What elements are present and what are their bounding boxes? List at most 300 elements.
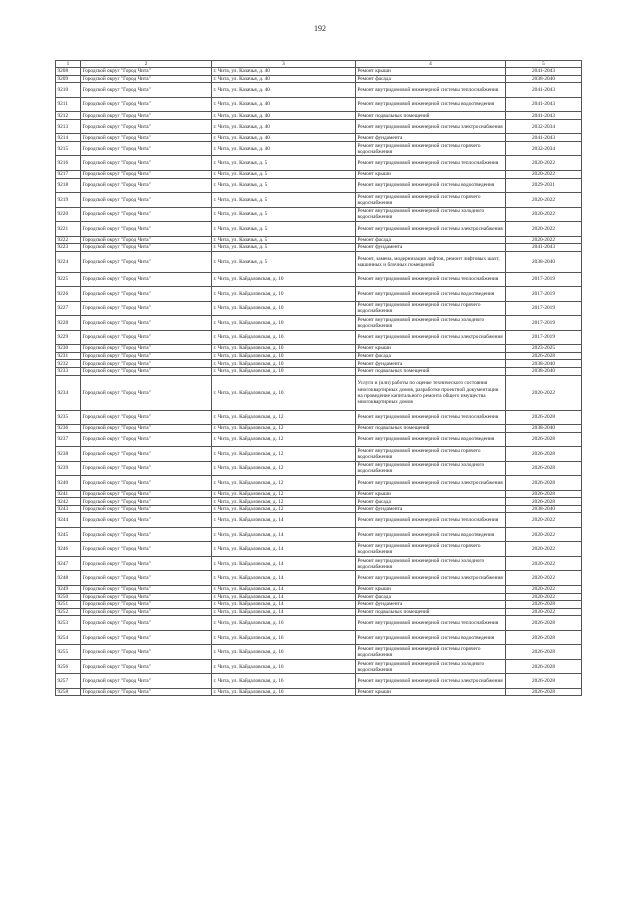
- address: г. Чита, ул. Казачья, д. 40: [212, 119, 356, 134]
- row-number: 9239: [56, 461, 81, 476]
- work-type: Ремонт фасада: [356, 75, 506, 83]
- address: г. Чита, ул. Казачья, д. 40: [212, 75, 356, 83]
- address: г. Чита, ул. Кайдаловская, д. 10: [212, 368, 356, 376]
- row-number: 9212: [56, 112, 81, 120]
- table-row: [56, 244, 582, 252]
- column-number: 5: [506, 61, 582, 68]
- work-type: Ремонт фундамента: [356, 505, 506, 513]
- row-number: 9235: [56, 410, 81, 425]
- repair-period: 2017-2019: [506, 287, 582, 302]
- table-row: [56, 330, 582, 345]
- work-type: Ремонт внутридомовой инженерной системы электроснабжения: [356, 330, 506, 345]
- work-type: Ремонт внутридомовой инженерной системы холодного водоснабжения: [356, 316, 506, 331]
- address: г. Чита, ул. Казачья, д. 5: [212, 207, 356, 222]
- table-row: [56, 119, 582, 134]
- district-name: Городской округ "Город Чита": [81, 119, 212, 134]
- row-number: 9256: [56, 659, 81, 674]
- work-type: Ремонт крыши: [356, 68, 506, 76]
- district-name: Городской округ "Город Чита": [81, 170, 212, 178]
- work-type: Услуги и (или) работы по оценке технического состояния многоквартирных домов, разработке проектной документации на проведение капитального ремонта общего имущества многоквартирных домов: [356, 375, 506, 410]
- repair-period: 2017-2019: [506, 330, 582, 345]
- address: г. Чита, ул. Кайдаловская, д. 14: [212, 542, 356, 557]
- district-name: Городской округ "Город Чита": [81, 156, 212, 171]
- district-name: Городской округ "Город Чита": [81, 141, 212, 156]
- row-number: 9236: [56, 425, 81, 433]
- address: г. Чита, ул. Кайдаловская, д. 12: [212, 410, 356, 425]
- district-name: Городской округ "Город Чита": [81, 287, 212, 302]
- work-type: Ремонт внутридомовой инженерной системы теплоснабжения: [356, 410, 506, 425]
- work-type: Ремонт внутридомовой инженерной системы холодного водоснабжения: [356, 659, 506, 674]
- row-number: 9257: [56, 674, 81, 689]
- work-type: Ремонт, замена, модернизация лифтов, ремонт лифтовых шахт, машинных и блочных помещений: [356, 251, 506, 272]
- address: г. Чита, ул. Кайдаловская, д. 14: [212, 608, 356, 616]
- table-row: [56, 513, 582, 528]
- address: г. Чита, ул. Кайдаловская, д. 10: [212, 360, 356, 368]
- work-type: Ремонт фундамента: [356, 244, 506, 252]
- table-row: [56, 156, 582, 171]
- district-name: Городской округ "Город Чита": [81, 490, 212, 498]
- address: г. Чита, ул. Казачья, д. 5: [212, 156, 356, 171]
- work-type: Ремонт фасада: [356, 498, 506, 506]
- row-number: 9229: [56, 330, 81, 345]
- repair-period: 2020-2022: [506, 527, 582, 542]
- table-row: [56, 659, 582, 674]
- repair-schedule-table: [55, 60, 582, 696]
- address: г. Чита, ул. Казачья, д. 5: [212, 170, 356, 178]
- row-number: 9232: [56, 360, 81, 368]
- table-row: [56, 601, 582, 609]
- district-name: Городской округ "Город Чита": [81, 352, 212, 360]
- work-type: Ремонт внутридомовой инженерной системы теплоснабжения: [356, 616, 506, 631]
- work-type: Ремонт фасада: [356, 236, 506, 244]
- address: г. Чита, ул. Кайдаловская, д. 14: [212, 513, 356, 528]
- row-number: 9250: [56, 593, 81, 601]
- address: г. Чита, ул. Кайдаловская, д. 16: [212, 645, 356, 660]
- address: г. Чита, ул. Казачья, д. 40: [212, 83, 356, 98]
- page-number: 192: [314, 24, 326, 33]
- work-type: Ремонт фасада: [356, 593, 506, 601]
- table-header: [56, 61, 582, 68]
- district-name: Городской округ "Город Чита": [81, 585, 212, 593]
- district-name: Городской округ "Город Чита": [81, 601, 212, 609]
- district-name: Городской округ "Город Чита": [81, 316, 212, 331]
- district-name: Городской округ "Город Чита": [81, 659, 212, 674]
- table-row: [56, 141, 582, 156]
- address: г. Чита, ул. Кайдаловская, д. 16: [212, 688, 356, 696]
- work-type: Ремонт внутридомовой инженерной системы горячего водоснабжения: [356, 193, 506, 208]
- row-number: 9241: [56, 490, 81, 498]
- district-name: Городской округ "Город Чита": [81, 505, 212, 513]
- repair-period: 2026-2028: [506, 601, 582, 609]
- address: г. Чита, ул. Кайдаловская, д. 16: [212, 674, 356, 689]
- work-type: Ремонт внутридомовой инженерной системы теплоснабжения: [356, 513, 506, 528]
- address: г. Чита, ул. Кайдаловская, д. 12: [212, 498, 356, 506]
- table-row: [56, 461, 582, 476]
- repair-period: 2020-2022: [506, 193, 582, 208]
- row-number: 9222: [56, 236, 81, 244]
- district-name: Городской округ "Город Чита": [81, 527, 212, 542]
- row-number: 9213: [56, 119, 81, 134]
- table-row: [56, 527, 582, 542]
- table-row: [56, 170, 582, 178]
- district-name: Городской округ "Город Чита": [81, 236, 212, 244]
- row-number: 9244: [56, 513, 81, 528]
- row-number: 9251: [56, 601, 81, 609]
- row-number: 9254: [56, 630, 81, 645]
- repair-period: 2038-2040: [506, 368, 582, 376]
- row-number: 9217: [56, 170, 81, 178]
- column-number: 1: [56, 61, 81, 68]
- repair-period: 2026-2028: [506, 461, 582, 476]
- address: г. Чита, ул. Кайдаловская, д. 10: [212, 272, 356, 287]
- repair-period: 2026-2028: [506, 645, 582, 660]
- work-type: Ремонт внутридомовой инженерной системы водоотведения: [356, 432, 506, 447]
- row-number: 9214: [56, 134, 81, 142]
- district-name: Городской округ "Город Чита": [81, 571, 212, 586]
- repair-period: 2020-2022: [506, 585, 582, 593]
- row-number: 9238: [56, 447, 81, 462]
- address: г. Чита, ул. Казачья, д. 40: [212, 97, 356, 112]
- table-row: [56, 585, 582, 593]
- row-number: 9237: [56, 432, 81, 447]
- repair-period: 2032-2034: [506, 119, 582, 134]
- district-name: Городской округ "Город Чита": [81, 112, 212, 120]
- address: г. Чита, ул. Кайдаловская, д. 10: [212, 345, 356, 353]
- work-type: Ремонт крыши: [356, 170, 506, 178]
- repair-period: 2038-2040: [506, 360, 582, 368]
- district-name: Городской округ "Город Чита": [81, 193, 212, 208]
- column-numbers-row: [56, 61, 582, 68]
- row-number: 9220: [56, 207, 81, 222]
- district-name: Городской округ "Город Чита": [81, 244, 212, 252]
- repair-period: 2026-2028: [506, 674, 582, 689]
- district-name: Городской округ "Город Чита": [81, 68, 212, 76]
- table-row: [56, 447, 582, 462]
- address: г. Чита, ул. Кайдаловская, д. 10: [212, 287, 356, 302]
- address: г. Чита, ул. Казачья, д. 5: [212, 251, 356, 272]
- row-number: 9230: [56, 345, 81, 353]
- row-number: 9253: [56, 616, 81, 631]
- repair-period: 2041-2043: [506, 68, 582, 76]
- work-type: Ремонт внутридомовой инженерной системы электроснабжения: [356, 571, 506, 586]
- table-row: [56, 316, 582, 331]
- repair-period: 2038-2040: [506, 75, 582, 83]
- table-body: [56, 68, 582, 696]
- district-name: Городской округ "Город Чита": [81, 476, 212, 491]
- row-number: 9216: [56, 156, 81, 171]
- address: г. Чита, ул. Кайдаловская, д. 14: [212, 571, 356, 586]
- repair-period: 2041-2043: [506, 97, 582, 112]
- address: г. Чита, ул. Кайдаловская, д. 10: [212, 352, 356, 360]
- address: г. Чита, ул. Кайдаловская, д. 12: [212, 461, 356, 476]
- repair-period: 2026-2028: [506, 476, 582, 491]
- row-number: 9247: [56, 556, 81, 571]
- row-number: 9211: [56, 97, 81, 112]
- district-name: Городской округ "Город Чита": [81, 688, 212, 696]
- work-type: Ремонт внутридомовой инженерной системы электроснабжения: [356, 222, 506, 237]
- table-row: [56, 645, 582, 660]
- repair-period: 2041-2043: [506, 112, 582, 120]
- row-number: 9228: [56, 316, 81, 331]
- row-number: 9242: [56, 498, 81, 506]
- repair-period: 2026-2028: [506, 410, 582, 425]
- address: г. Чита, ул. Казачья, д. 5: [212, 178, 356, 193]
- row-number: 9223: [56, 244, 81, 252]
- repair-period: 2017-2019: [506, 316, 582, 331]
- table-row: [56, 75, 582, 83]
- repair-period: 2020-2022: [506, 375, 582, 410]
- row-number: 9219: [56, 193, 81, 208]
- address: г. Чита, ул. Кайдаловская, д. 10: [212, 316, 356, 331]
- repair-period: 2026-2028: [506, 432, 582, 447]
- work-type: Ремонт подвальных помещений: [356, 608, 506, 616]
- address: г. Чита, ул. Казачья, д. 40: [212, 141, 356, 156]
- repair-period: 2020-2022: [506, 236, 582, 244]
- address: г. Чита, ул. Кайдаловская, д. 14: [212, 585, 356, 593]
- work-type: Ремонт крыши: [356, 490, 506, 498]
- repair-period: 2032-2034: [506, 141, 582, 156]
- work-type: Ремонт внутридомовой инженерной системы теплоснабжения: [356, 156, 506, 171]
- repair-period: 2020-2022: [506, 513, 582, 528]
- row-number: 9255: [56, 645, 81, 660]
- district-name: Городской округ "Город Чита": [81, 178, 212, 193]
- work-type: Ремонт крыши: [356, 688, 506, 696]
- district-name: Городской округ "Город Чита": [81, 83, 212, 98]
- work-type: Ремонт внутридомовой инженерной системы водоотведения: [356, 527, 506, 542]
- table-row: [56, 97, 582, 112]
- row-number: 9209: [56, 75, 81, 83]
- table-row: [56, 375, 582, 410]
- row-number: 9258: [56, 688, 81, 696]
- repair-period: 2017-2019: [506, 272, 582, 287]
- table-row: [56, 688, 582, 696]
- table-row: [56, 368, 582, 376]
- repair-period: 2020-2022: [506, 156, 582, 171]
- table-row: [56, 352, 582, 360]
- table-row: [56, 505, 582, 513]
- work-type: Ремонт подвальных помещений: [356, 425, 506, 433]
- district-name: Городской округ "Город Чита": [81, 425, 212, 433]
- work-type: Ремонт фундамента: [356, 134, 506, 142]
- repair-period: 2023-2025: [506, 345, 582, 353]
- table-row: [56, 236, 582, 244]
- district-name: Городской округ "Город Чита": [81, 97, 212, 112]
- table-row: [56, 287, 582, 302]
- address: г. Чита, ул. Кайдаловская, д. 12: [212, 505, 356, 513]
- work-type: Ремонт внутридомовой инженерной системы водоотведения: [356, 97, 506, 112]
- address: г. Чита, ул. Казачья, д. 5: [212, 222, 356, 237]
- table-row: [56, 360, 582, 368]
- work-type: Ремонт внутридомовой инженерной системы холодного водоснабжения: [356, 556, 506, 571]
- row-number: 9248: [56, 571, 81, 586]
- repair-period: 2020-2022: [506, 542, 582, 557]
- repair-period: 2026-2028: [506, 616, 582, 631]
- address: г. Чита, ул. Кайдаловская, д. 12: [212, 425, 356, 433]
- address: г. Чита, ул. Казачья, д. 40: [212, 134, 356, 142]
- work-type: Ремонт внутридомовой инженерной системы электроснабжения: [356, 119, 506, 134]
- work-type: Ремонт фундамента: [356, 601, 506, 609]
- district-name: Городской округ "Город Чита": [81, 134, 212, 142]
- district-name: Городской округ "Город Чита": [81, 630, 212, 645]
- repair-period: 2041-2043: [506, 83, 582, 98]
- row-number: 9215: [56, 141, 81, 156]
- table-row: [56, 608, 582, 616]
- repair-period: 2020-2022: [506, 556, 582, 571]
- table-row: [56, 112, 582, 120]
- repair-period: 2026-2028: [506, 490, 582, 498]
- district-name: Городской округ "Город Чита": [81, 608, 212, 616]
- address: г. Чита, ул. Кайдаловская, д. 10: [212, 301, 356, 316]
- address: г. Чита, ул. Кайдаловская, д. 12: [212, 447, 356, 462]
- row-number: 9210: [56, 83, 81, 98]
- work-type: Ремонт фундамента: [356, 360, 506, 368]
- address: г. Чита, ул. Кайдаловская, д. 12: [212, 432, 356, 447]
- table-row: [56, 556, 582, 571]
- address: г. Чита, ул. Кайдаловская, д. 12: [212, 476, 356, 491]
- district-name: Городской округ "Город Чита": [81, 593, 212, 601]
- district-name: Городской округ "Город Чита": [81, 251, 212, 272]
- district-name: Городской округ "Город Чита": [81, 222, 212, 237]
- repair-period: 2020-2022: [506, 571, 582, 586]
- district-name: Городской округ "Город Чита": [81, 513, 212, 528]
- row-number: 9252: [56, 608, 81, 616]
- district-name: Городской округ "Город Чита": [81, 447, 212, 462]
- district-name: Городской округ "Город Чита": [81, 75, 212, 83]
- table-row: [56, 178, 582, 193]
- row-number: 9218: [56, 178, 81, 193]
- table-row: [56, 193, 582, 208]
- address: г. Чита, ул. Казачья, д. 5: [212, 244, 356, 252]
- work-type: Ремонт внутридомовой инженерной системы горячего водоснабжения: [356, 301, 506, 316]
- work-type: Ремонт внутридомовой инженерной системы водоотведения: [356, 178, 506, 193]
- district-name: Городской округ "Город Чита": [81, 360, 212, 368]
- repair-period: 2020-2022: [506, 207, 582, 222]
- work-type: Ремонт фасада: [356, 352, 506, 360]
- repair-period: 2038-2040: [506, 251, 582, 272]
- table-row: [56, 83, 582, 98]
- table-row: [56, 630, 582, 645]
- repair-period: 2020-2022: [506, 170, 582, 178]
- work-type: Ремонт внутридомовой инженерной системы горячего водоснабжения: [356, 141, 506, 156]
- row-number: 9221: [56, 222, 81, 237]
- work-type: Ремонт внутридомовой инженерной системы горячего водоснабжения: [356, 542, 506, 557]
- table-row: [56, 301, 582, 316]
- row-number: 9233: [56, 368, 81, 376]
- district-name: Городской округ "Город Чита": [81, 498, 212, 506]
- repair-period: 2017-2019: [506, 301, 582, 316]
- column-number: 2: [81, 61, 212, 68]
- work-type: Ремонт внутридомовой инженерной системы теплоснабжения: [356, 272, 506, 287]
- district-name: Городской округ "Город Чита": [81, 368, 212, 376]
- work-type: Ремонт внутридомовой инженерной системы горячего водоснабжения: [356, 447, 506, 462]
- table-row: [56, 68, 582, 76]
- row-number: 9227: [56, 301, 81, 316]
- repair-period: 2026-2028: [506, 659, 582, 674]
- work-type: Ремонт внутридомовой инженерной системы горячего водоснабжения: [356, 645, 506, 660]
- table-row: [56, 251, 582, 272]
- district-name: Городской округ "Город Чита": [81, 542, 212, 557]
- repair-period: 2026-2028: [506, 630, 582, 645]
- repair-period: 2026-2028: [506, 688, 582, 696]
- work-type: Ремонт внутридомовой инженерной системы холодного водоснабжения: [356, 207, 506, 222]
- district-name: Городской округ "Город Чита": [81, 410, 212, 425]
- district-name: Городской округ "Город Чита": [81, 375, 212, 410]
- work-type: Ремонт подвальных помещений: [356, 368, 506, 376]
- district-name: Городской округ "Город Чита": [81, 432, 212, 447]
- address: г. Чита, ул. Кайдаловская, д. 10: [212, 375, 356, 410]
- row-number: 9224: [56, 251, 81, 272]
- table-row: [56, 616, 582, 631]
- repair-period: 2041-2043: [506, 134, 582, 142]
- district-name: Городской округ "Город Чита": [81, 645, 212, 660]
- repair-period: 2041-2043: [506, 244, 582, 252]
- table-row: [56, 542, 582, 557]
- address: г. Чита, ул. Казачья, д. 5: [212, 193, 356, 208]
- work-type: Ремонт внутридомовой инженерной системы электроснабжения: [356, 476, 506, 491]
- district-name: Городской округ "Город Чита": [81, 556, 212, 571]
- row-number: 9234: [56, 375, 81, 410]
- district-name: Городской округ "Город Чита": [81, 345, 212, 353]
- row-number: 9243: [56, 505, 81, 513]
- address: г. Чита, ул. Казачья, д. 40: [212, 112, 356, 120]
- row-number: 9240: [56, 476, 81, 491]
- work-type: Ремонт крыши: [356, 345, 506, 353]
- district-name: Городской округ "Город Чита": [81, 616, 212, 631]
- district-name: Городской округ "Город Чита": [81, 461, 212, 476]
- table-row: [56, 432, 582, 447]
- district-name: Городской округ "Город Чита": [81, 207, 212, 222]
- row-number: 9231: [56, 352, 81, 360]
- address: г. Чита, ул. Кайдаловская, д. 16: [212, 616, 356, 631]
- repair-period: 2038-2040: [506, 425, 582, 433]
- work-type: Ремонт внутридомовой инженерной системы холодного водоснабжения: [356, 461, 506, 476]
- work-type: Ремонт крыши: [356, 585, 506, 593]
- table-row: [56, 674, 582, 689]
- district-name: Городской округ "Город Чита": [81, 674, 212, 689]
- repair-period: 2020-2022: [506, 608, 582, 616]
- address: г. Чита, ул. Кайдаловская, д. 14: [212, 527, 356, 542]
- address: г. Чита, ул. Кайдаловская, д. 14: [212, 601, 356, 609]
- address: г. Чита, ул. Кайдаловская, д. 12: [212, 490, 356, 498]
- district-name: Городской округ "Город Чита": [81, 301, 212, 316]
- repair-period: 2026-2028: [506, 447, 582, 462]
- table-row: [56, 222, 582, 237]
- row-number: 9226: [56, 287, 81, 302]
- column-number: 4: [356, 61, 506, 68]
- address: г. Чита, ул. Кайдаловская, д. 14: [212, 556, 356, 571]
- repair-period: 2026-2028: [506, 352, 582, 360]
- table-row: [56, 410, 582, 425]
- repair-period: 2038-2040: [506, 505, 582, 513]
- row-number: 9249: [56, 585, 81, 593]
- address: г. Чита, ул. Кайдаловская, д. 10: [212, 330, 356, 345]
- row-number: 9246: [56, 542, 81, 557]
- district-name: Городской округ "Город Чита": [81, 330, 212, 345]
- work-type: Ремонт внутридомовой инженерной системы водоотведения: [356, 630, 506, 645]
- repair-period: 2029-2031: [506, 178, 582, 193]
- repair-period: 2026-2028: [506, 498, 582, 506]
- table-row: [56, 207, 582, 222]
- row-number: 9225: [56, 272, 81, 287]
- table-row: [56, 134, 582, 142]
- address: г. Чита, ул. Казачья, д. 5: [212, 236, 356, 244]
- work-type: Ремонт внутридомовой инженерной системы электроснабжения: [356, 674, 506, 689]
- table-row: [56, 272, 582, 287]
- column-number: 3: [212, 61, 356, 68]
- row-number: 9208: [56, 68, 81, 76]
- table-row: [56, 498, 582, 506]
- address: г. Чита, ул. Казачья, д. 40: [212, 68, 356, 76]
